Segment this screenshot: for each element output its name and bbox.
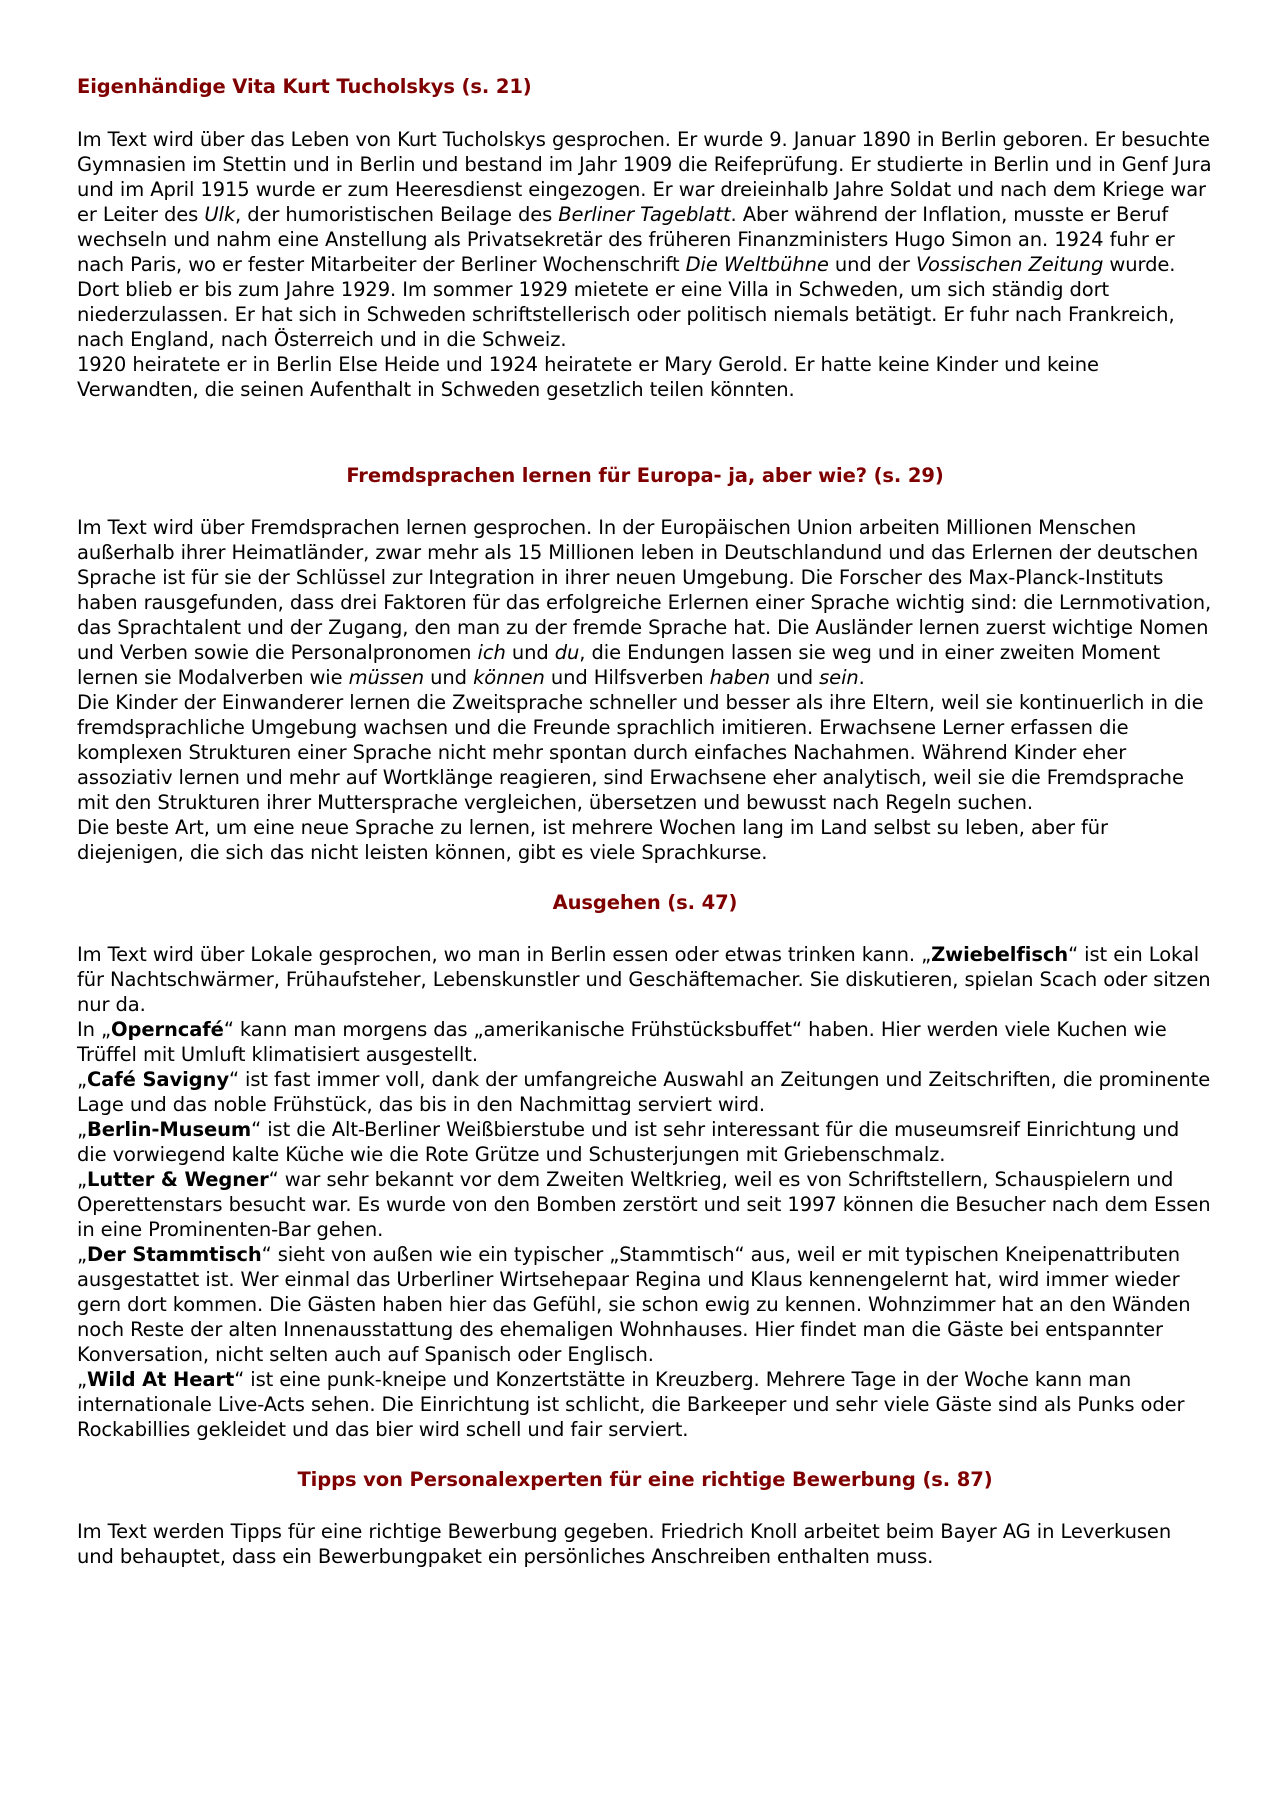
bold-term: Wild At Heart [87, 1368, 235, 1391]
bold-term: Zwiebelfisch [931, 943, 1069, 966]
text-run: und [505, 641, 555, 664]
italic-term: Berliner Tageblatt [558, 203, 731, 226]
text-run: und Hilfsverben [544, 666, 710, 689]
text-run: „ [77, 1118, 88, 1141]
section-heading-tucholsky: Eigenhändige Vita Kurt Tucholskys (s. 21) [77, 75, 532, 98]
text-run: “ ist eine punk-kneipe und Konzertstätte in Kreuzberg. Mehrere Tage in der Woche kann man internationale Live-Acts sehen. Die Einrichtung ist schlicht, die Barkeeper und sehr viele Gäste sind als Punks oder Rockabillies gekleidet und das bier wird schell und fair serviert. [77, 1368, 1185, 1441]
section-body-ausgehen [77, 942, 1213, 1442]
paragraph [77, 1067, 1213, 1117]
text-run: „ [77, 1068, 88, 1091]
bold-term: Café Savigny [87, 1068, 229, 1091]
italic-term: Ulk [204, 203, 236, 226]
section-fremdsprachen [77, 463, 1213, 865]
text-run: “ kann man morgens das „amerikanische Frühstücksbuffet“ haben. Hier werden viele Kuchen wie Trüffel mit Umluft klimatisiert ausgestellt. [77, 1018, 1167, 1066]
paragraph [77, 690, 1213, 815]
text-run: “ ist fast immer voll, dank der umfangreiche Auswahl an Zeitungen und Zeitschriften, die prominente Lage und das noble Frühstück, das bis in den Nachmittag serviert wird. [77, 1068, 1211, 1116]
text-run: und [770, 666, 820, 689]
paragraph [77, 1519, 1213, 1569]
text-run: wurde. Dort blieb er bis zum Jahre 1929. Im sommer 1929 mietete er eine Villa in Schweden, um sich ständig dort niederzulassen. Er hat sich in Schweden schriftstellerisch oder politisch niemals betätigt. Er fuhr nach Frankreich, nach England, nach Österreich und in die Schweiz. [77, 253, 1176, 351]
section-tucholsky [77, 74, 1213, 402]
text-run: Die Kinder der Einwanderer lernen die Zweitsprache schneller und besser als ihre Eltern, weil sie kontinuerlich in die fremdsprachliche Umgebung wachsen und die Freunde sprachlich imitieren. Erwachsene Lerner erfassen die komplexen Strukturen einer Sprache nicht mehr spontan durch einfaches Nachahmen. Während Kinder eher assoziativ lernen und mehr auf Wortklänge reagieren, sind Erwachsene eher analytisch, weil sie die Fremdsprache mit den Strukturen ihrer Muttersprache vergleichen, übersetzen und bewusst nach Regeln suchen. [77, 691, 1204, 814]
document-page [77, 74, 1213, 1569]
text-run: „ [77, 1243, 88, 1266]
italic-term: ich [477, 641, 506, 664]
text-run: “ ist die Alt-Berliner Weißbierstube und ist sehr interessant für die museumsreif Einrichtung und die vorwiegend kalte Küche wie die Rote Grütze und Schusterjungen mit Griebenschmalz. [77, 1118, 1180, 1166]
paragraph [77, 515, 1213, 690]
text-run: „ [77, 1168, 88, 1191]
text-run: , der humoristischen Beilage des [235, 203, 559, 226]
text-run: “ war sehr bekannt vor dem Zweiten Weltkrieg, weil es von Schriftstellern, Schauspielern und Operettenstars besucht war. Es wurde von den Bomben zerstört und seit 1997 können die Besucher nach dem Essen in eine Prominenten-Bar gehen. [77, 1168, 1211, 1241]
section-heading-ausgehen: Ausgehen (s. 47) [552, 891, 738, 914]
italic-term: Vossischen Zeitung [915, 253, 1104, 276]
paragraph [77, 1117, 1213, 1167]
section-heading-fremdsprachen: Fremdsprachen lernen für Europa- ja, aber wie? (s. 29) [346, 464, 944, 487]
bold-term: Operncafé [111, 1018, 224, 1041]
text-run: , die Endungen lassen sie weg und in einer zweiten Moment lernen sie Modalverben wie [77, 641, 1161, 689]
paragraph [77, 815, 1213, 865]
paragraph [77, 1167, 1213, 1242]
text-run: Im Text wird über das Leben von Kurt Tucholskys gesprochen. Er wurde 9. Januar 1890 in Berlin geboren. Er besuchte Gymnasien im Stettin und in Berlin und bestand im Jahr 1909 die Reifeprüfung. Er studierte in Berlin und in Genf Jura und im April 1915 wurde er zum Heeresdienst eingezogen. Er war dreieinhalb Jahre Soldat und nach dem Kriege war er Leiter des [77, 128, 1212, 226]
section-body-tucholsky [77, 127, 1213, 402]
text-run: “ sieht von außen wie ein typischer „Stammtisch“ aus, weil er mit typischen Kneipenattributen ausgestattet ist. Wer einmal das Urberliner Wirtsehepaar Regina und Klaus kennengelernt hat, wird immer wieder gern dort kommen. Die Gästen haben hier das Gefühl, sie schon ewig zu kennen. Wohnzimmer hat an den Wänden noch Reste der alten Innenausstattung des ehemaligen Wohnhauses. Hier findet man die Gäste bei entspannter Konversation, nicht selten auch auf Spanisch oder Englisch. [77, 1243, 1191, 1366]
text-run: Im Text werden Tipps für eine richtige Bewerbung gegeben. Friedrich Knoll arbeitet beim Bayer AG in Leverkusen und behauptet, dass ein Bewerbungpaket ein persönliches Anschreiben enthalten muss. [77, 1520, 1172, 1568]
text-run: und [424, 666, 474, 689]
section-body-bewerbung [77, 1519, 1213, 1569]
section-body-fremdsprachen [77, 515, 1213, 865]
text-run: “ ist ein Lokal für Nachtschwärmer, Frühaufsteher, Lebenskunstler und Geschäftemacher. Sie diskutieren, spielan Scach oder sitzen nur da. [77, 943, 1211, 1016]
paragraph [77, 127, 1213, 352]
section-ausgehen [77, 890, 1213, 1442]
text-run: In „ [77, 1018, 112, 1041]
paragraph [77, 1017, 1213, 1067]
paragraph [77, 352, 1213, 402]
italic-term: müssen [348, 666, 425, 689]
text-run: . [858, 666, 865, 689]
text-run: Im Text wird über Lokale gesprochen, wo man in Berlin essen oder etwas trinken kann. „ [77, 943, 932, 966]
italic-term: Die Weltbühne [685, 253, 829, 276]
bold-term: Der Stammtisch [87, 1243, 262, 1266]
text-run: Die beste Art, um eine neue Sprache zu lernen, ist mehrere Wochen lang im Land selbst su leben, aber für diejenigen, die sich das nicht leisten können, gibt es viele Sprachkurse. [77, 816, 1108, 864]
bold-term: Berlin-Museum [87, 1118, 252, 1141]
paragraph [77, 942, 1213, 1017]
text-run: und der [828, 253, 916, 276]
text-run: Im Text wird über Fremdsprachen lernen gesprochen. In der Europäischen Union arbeiten Millionen Menschen außerhalb ihrer Heimatländer, zwar mehr als 15 Millionen leben in Deutschlandund und das Erlernen der deutschen Sprache ist für sie der Schlüssel zur Integration in ihrer neuen Umgebung. Die Forscher des Max-Planck-Instituts haben rausgefunden, dass drei Faktoren für das erfolgreiche Erlernen einer Sprache wichtig sind: die Lernmotivation, das Sprachtalent und der Zugang, den man zu der fremde Sprache hat. Die Ausländer lernen zuerst wichtige Nomen und Verben sowie die Personalpronomen [77, 516, 1212, 664]
paragraph [77, 1242, 1213, 1367]
italic-term: haben [709, 666, 771, 689]
text-run: 1920 heiratete er in Berlin Else Heide und 1924 heiratete er Mary Gerold. Er hatte keine Kinder und keine Verwandten, die seinen Aufenthalt in Schweden gesetzlich teilen könnten. [77, 353, 1099, 401]
italic-term: können [473, 666, 545, 689]
text-run: „ [77, 1368, 88, 1391]
bold-term: Lutter & Wegner [87, 1168, 269, 1191]
section-bewerbung [77, 1467, 1213, 1569]
italic-term: du [554, 641, 580, 664]
italic-term: sein [819, 666, 859, 689]
paragraph [77, 1367, 1213, 1442]
section-heading-bewerbung: Tipps von Personalexperten für eine richtige Bewerbung (s. 87) [297, 1468, 993, 1491]
text-run: . Aber während der Inflation, musste er Beruf wechseln und nahm eine Anstellung als Privatsekretär des früheren Finanzministers Hugo Simon an. 1924 fuhr er nach Paris, wo er fester Mitarbeiter der Berliner Wochenschrift [77, 203, 1175, 276]
